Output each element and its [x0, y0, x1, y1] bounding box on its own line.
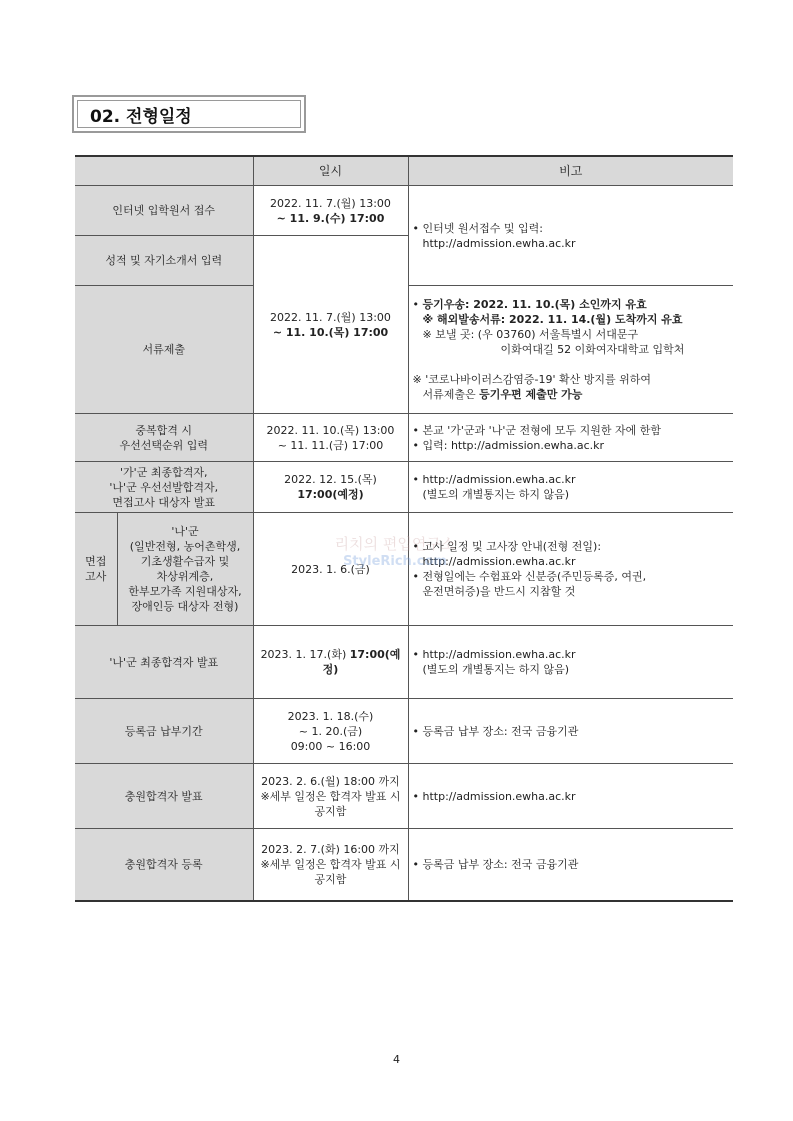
table-row — [75, 764, 733, 829]
admission-link[interactable]: http://admission.ewha.ac.kr — [422, 555, 576, 568]
page-number: 4 — [393, 1053, 400, 1066]
schedule-table — [75, 155, 733, 902]
note-item: • 등록금 납부 장소: 전국 금융기관 — [413, 724, 730, 739]
note-item: • http://admission.ewha.ac.kr (별도의 개별통지는 하지 않음) — [413, 472, 730, 502]
note-item: • http://admission.ewha.ac.kr (별도의 개별통지는 하지 않음) — [413, 647, 730, 677]
row-date — [253, 236, 408, 414]
row-note — [408, 414, 733, 462]
admission-link[interactable]: http://admission.ewha.ac.kr — [422, 236, 576, 250]
row-date — [253, 186, 408, 236]
note-item: • 본교 '가'군과 '나'군 전형에 모두 지원한 자에 한함 — [413, 423, 730, 438]
table-row — [75, 699, 733, 764]
section-title-box — [72, 95, 306, 133]
date-line: ~ 11. 10.(목) 17:00 — [272, 325, 389, 339]
row-note — [408, 829, 733, 901]
row-date: 2023. 1. 17.(화) 17:00(예정) — [253, 626, 408, 699]
table-row — [75, 414, 733, 462]
row-group-label: 면접 고사 — [75, 513, 117, 626]
row-label: 인터넷 입학원서 접수 — [75, 186, 253, 236]
row-note — [408, 513, 733, 626]
row-label: '나'군 최종합격자 발표 — [75, 626, 253, 699]
row-note — [408, 462, 733, 513]
table-row — [75, 829, 733, 901]
row-note — [408, 186, 733, 286]
row-note — [408, 626, 733, 699]
row-date: 2023. 1. 6.(금) — [253, 513, 408, 626]
note-item: • 등록금 납부 장소: 전국 금융기관 — [413, 857, 730, 872]
note-item: • 인터넷 원서접수 및 입력: http://admission.ewha.ac.kr — [413, 221, 730, 251]
row-date: 2023. 2. 6.(월) 18:00 까지 ※세부 일정은 합격자 발표 시 공지함 — [253, 764, 408, 829]
note-item — [413, 789, 730, 804]
note-item: 등기우편 제출만 가능 — [479, 388, 583, 401]
row-label: '나'군 (일반전형, 농어촌학생, 기초생활수급자 및 차상위계층, 한부모가족 지원대상자, 장애인등 대상자 전형) — [117, 513, 253, 626]
table-row — [75, 513, 733, 626]
date-line: 2022. 11. 7.(월) 13:00 — [270, 196, 391, 210]
row-label: 성적 및 자기소개서 입력 — [75, 236, 253, 286]
row-date: 2022. 11. 10.(목) 13:00 ~ 11. 11.(금) 17:00 — [253, 414, 408, 462]
note-item: • 입력: http://admission.ewha.ac.kr — [413, 438, 730, 453]
row-date: 2023. 1. 18.(수) ~ 1. 20.(금) 09:00 ~ 16:00 — [253, 699, 408, 764]
row-label: 서류제출 — [75, 286, 253, 414]
note-item: ※ '코로나바이러스감염증-19' 확산 방지를 위하여 — [412, 373, 651, 386]
admission-link[interactable]: http://admission.ewha.ac.kr — [422, 648, 576, 661]
header-note: 비고 — [408, 156, 733, 186]
row-label: 등록금 납부기간 — [75, 699, 253, 764]
note-item: 등기우송: 2022. 11. 10.(목) 소인까지 유효 — [422, 298, 647, 311]
admission-link[interactable]: http://admission.ewha.ac.kr — [422, 473, 576, 486]
date-line: ~ 11. 9.(수) 17:00 — [276, 211, 385, 225]
note-item: ※ 해외발송서류: 2022. 11. 14.(월) 도착까지 유효 — [422, 313, 683, 326]
date-line: 2022. 11. 7.(월) 13:00 — [270, 310, 391, 324]
row-date: 2023. 2. 7.(화) 16:00 까지 ※세부 일정은 합격자 발표 시 공지함 — [253, 829, 408, 901]
note-item: • 고사 일정 및 고사장 안내(전형 전일): http://admission.ewha.ac.kr — [413, 539, 730, 569]
header-date: 일시 — [253, 156, 408, 186]
row-label: 충원합격자 등록 — [75, 829, 253, 901]
section-title: 02. 전형일정 — [77, 100, 301, 128]
note-item: ※ 보낼 곳: (우 03760) 서울특별시 서대문구 — [422, 328, 639, 341]
row-label: '가'군 최종합격자, '나'군 우선선발합격자, 면접고사 대상자 발표 — [75, 462, 253, 513]
table-row — [75, 626, 733, 699]
table-row — [75, 462, 733, 513]
row-date: 2022. 12. 15.(목) 17:00(예정) — [253, 462, 408, 513]
watermark-line: 리치의 편입연구소 — [334, 535, 456, 553]
table-row — [75, 186, 733, 236]
row-label: 중복합격 시 우선선택순위 입력 — [75, 414, 253, 462]
watermark-line: StyleRich.com — [343, 554, 447, 569]
row-note — [408, 764, 733, 829]
header-blank — [75, 156, 253, 186]
row-note — [408, 699, 733, 764]
row-label: 충원합격자 발표 — [75, 764, 253, 829]
row-note: • 등기우송: 2022. 11. 10.(목) 소인까지 유효 ※ 해외발송서류: 2022. 11. 14.(월) 도착까지 유효 ※ 보낼 곳: (우 03760) 서울특별시 서대문구 이화여대길 52 이화여자대학교 입학처 ※ '코로나바이러스감염증-19' 확산 방지를 위하여 서류제출은 등기우편 제출만 가능 — [408, 286, 733, 414]
note-item: • 전형일에는 수험표와 신분증(주민등록증, 여권, 운전면허증)을 반드시 지참할 것 — [413, 569, 730, 599]
table-header-row — [75, 156, 733, 186]
note-item: 이화여대길 52 이화여자대학교 입학처 — [500, 343, 685, 356]
admission-link[interactable]: http://admission.ewha.ac.kr — [422, 789, 576, 803]
note-item: 서류제출은 — [422, 388, 480, 401]
